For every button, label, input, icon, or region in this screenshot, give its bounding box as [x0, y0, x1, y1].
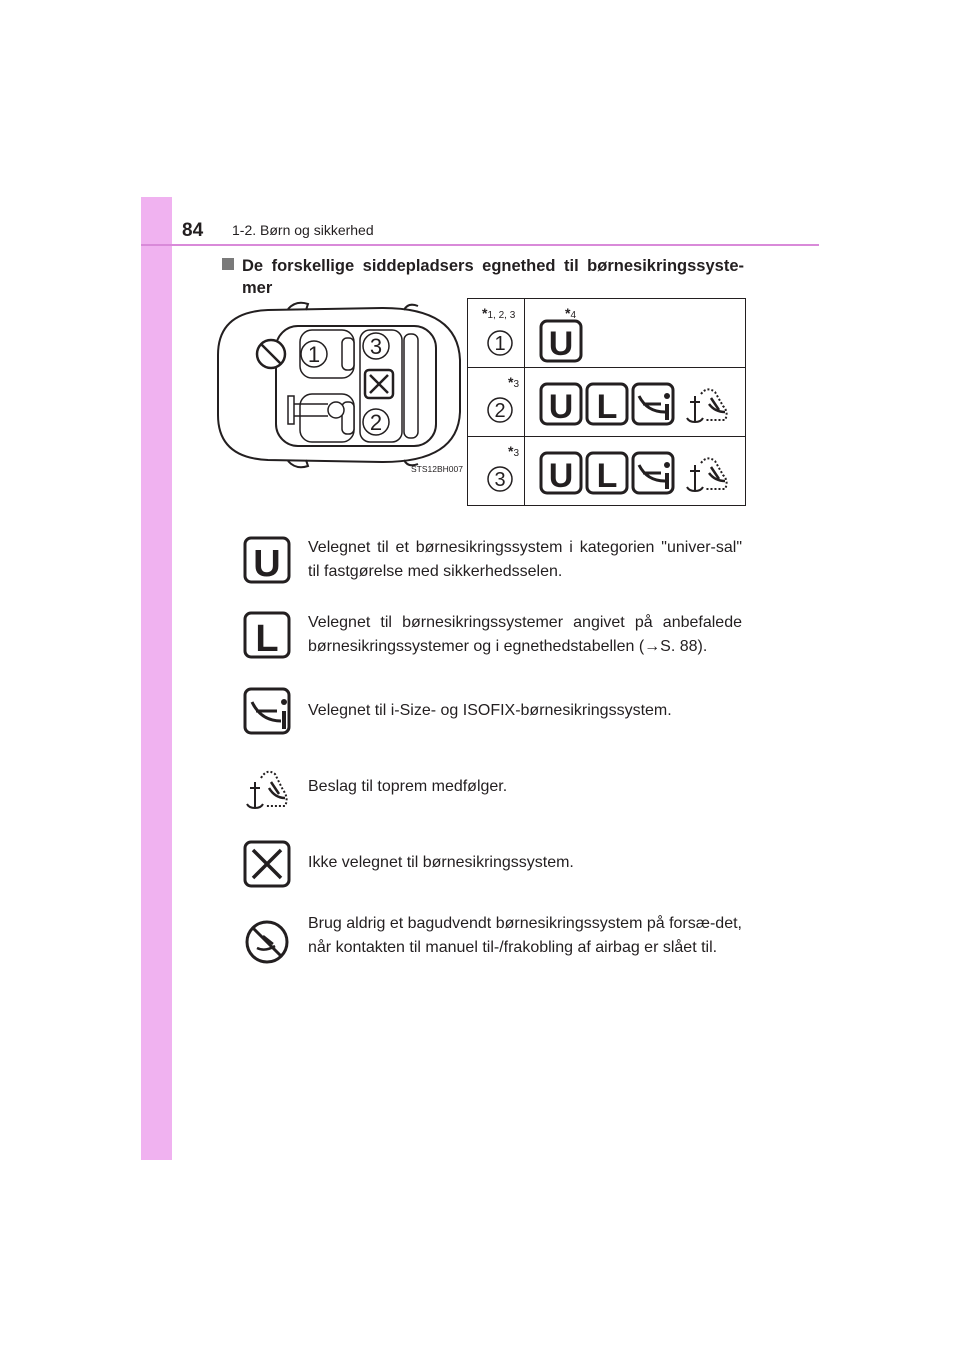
seat-cell-3: *3 3: [468, 437, 525, 506]
svg-text:1: 1: [307, 342, 321, 367]
svg-text:U: U: [548, 325, 574, 363]
legend-u-text: Velegnet til et børnesikringssystem i kategorien "univer-sal" til fastgørelse med sikkerhedsselen.: [308, 539, 742, 580]
seat-2-icons: [539, 382, 749, 428]
square-bullet-icon: [222, 258, 234, 270]
i-size-isofix-icon: [243, 687, 291, 735]
no-rear-facing-seat-icon: [243, 918, 291, 966]
icons-cell-3: [525, 437, 746, 506]
legend-x-text: Ikke velegnet til børnesikringssystem.: [308, 854, 574, 871]
page-number: 84: [182, 220, 204, 241]
i-size-icon: [633, 453, 673, 493]
table-row: [468, 368, 746, 437]
svg-text:2: 2: [494, 400, 506, 422]
seat-3-icons: [539, 451, 749, 497]
seat-cell-1: *1, 2, 3 1: [468, 299, 525, 368]
car-seat-diagram: [208, 300, 466, 472]
svg-text:2: 2: [369, 410, 383, 435]
svg-text:U: U: [548, 457, 574, 495]
seat-number-1-icon: [486, 329, 514, 357]
u-universal-icon: [541, 384, 581, 426]
footnote-ref: 3: [513, 379, 520, 390]
svg-text:L: L: [596, 457, 618, 495]
l-listed-icon: [587, 384, 627, 426]
legend-isize-text: Velegnet til i-Size- og ISOFIX-børnesikringssystem.: [308, 702, 672, 719]
legend-no-rear-facing-text: Brug aldrig et bagudvendt børnesikringssystem på forsæ-det, når kontakten til manuel til-/frakobling af airbag er slået til.: [308, 915, 742, 956]
seat-number-2-icon: [486, 396, 514, 424]
seat-number-3-icon: [486, 465, 514, 493]
table-row: [468, 437, 746, 506]
u-universal-icon: [539, 319, 583, 363]
svg-text:U: U: [548, 388, 574, 426]
i-size-icon: [633, 384, 673, 424]
u-universal-icon: [541, 453, 581, 495]
legend-l-text: Velegnet til børnesikringssystemer angivet på anbefalede børnesikringssystemer og i egnethedstabellen (→S. 88).: [308, 614, 742, 655]
x-not-suitable-icon: [243, 840, 291, 888]
svg-text:3: 3: [369, 334, 383, 359]
seat-suitability-table: [467, 298, 746, 506]
legend-tether-text: Beslag til toprem medfølger.: [308, 778, 508, 795]
u-universal-icon: [243, 536, 291, 584]
top-tether-icon: [687, 458, 727, 491]
svg-text:L: L: [596, 388, 618, 426]
table-row: [468, 299, 746, 368]
diagram-code: STS12BH007: [411, 464, 463, 474]
footnote-ref: 3: [513, 448, 520, 459]
page-sidebar-tab: [141, 197, 172, 1160]
l-listed-icon: [243, 611, 291, 659]
section-title: 1-2. Børn og sikkerhed: [232, 222, 374, 238]
section-heading: De forskellige siddepladsers egnethed til børnesikringssyste-mer: [222, 255, 744, 299]
icons-cell-2: [525, 368, 746, 437]
svg-text:1: 1: [494, 333, 506, 355]
top-tether-anchor-icon: [243, 764, 291, 812]
svg-text:3: 3: [494, 469, 506, 491]
header-divider: [141, 244, 819, 246]
footnote-ref: 1, 2, 3: [487, 310, 516, 321]
seat-cell-2: *3 2: [468, 368, 525, 437]
icons-cell-1: *4 U: [525, 299, 746, 368]
l-listed-icon: [587, 453, 627, 495]
svg-text:L: L: [255, 618, 279, 659]
top-tether-icon: [687, 389, 727, 422]
svg-text:U: U: [253, 543, 281, 584]
footnote-ref: 4: [570, 310, 577, 321]
